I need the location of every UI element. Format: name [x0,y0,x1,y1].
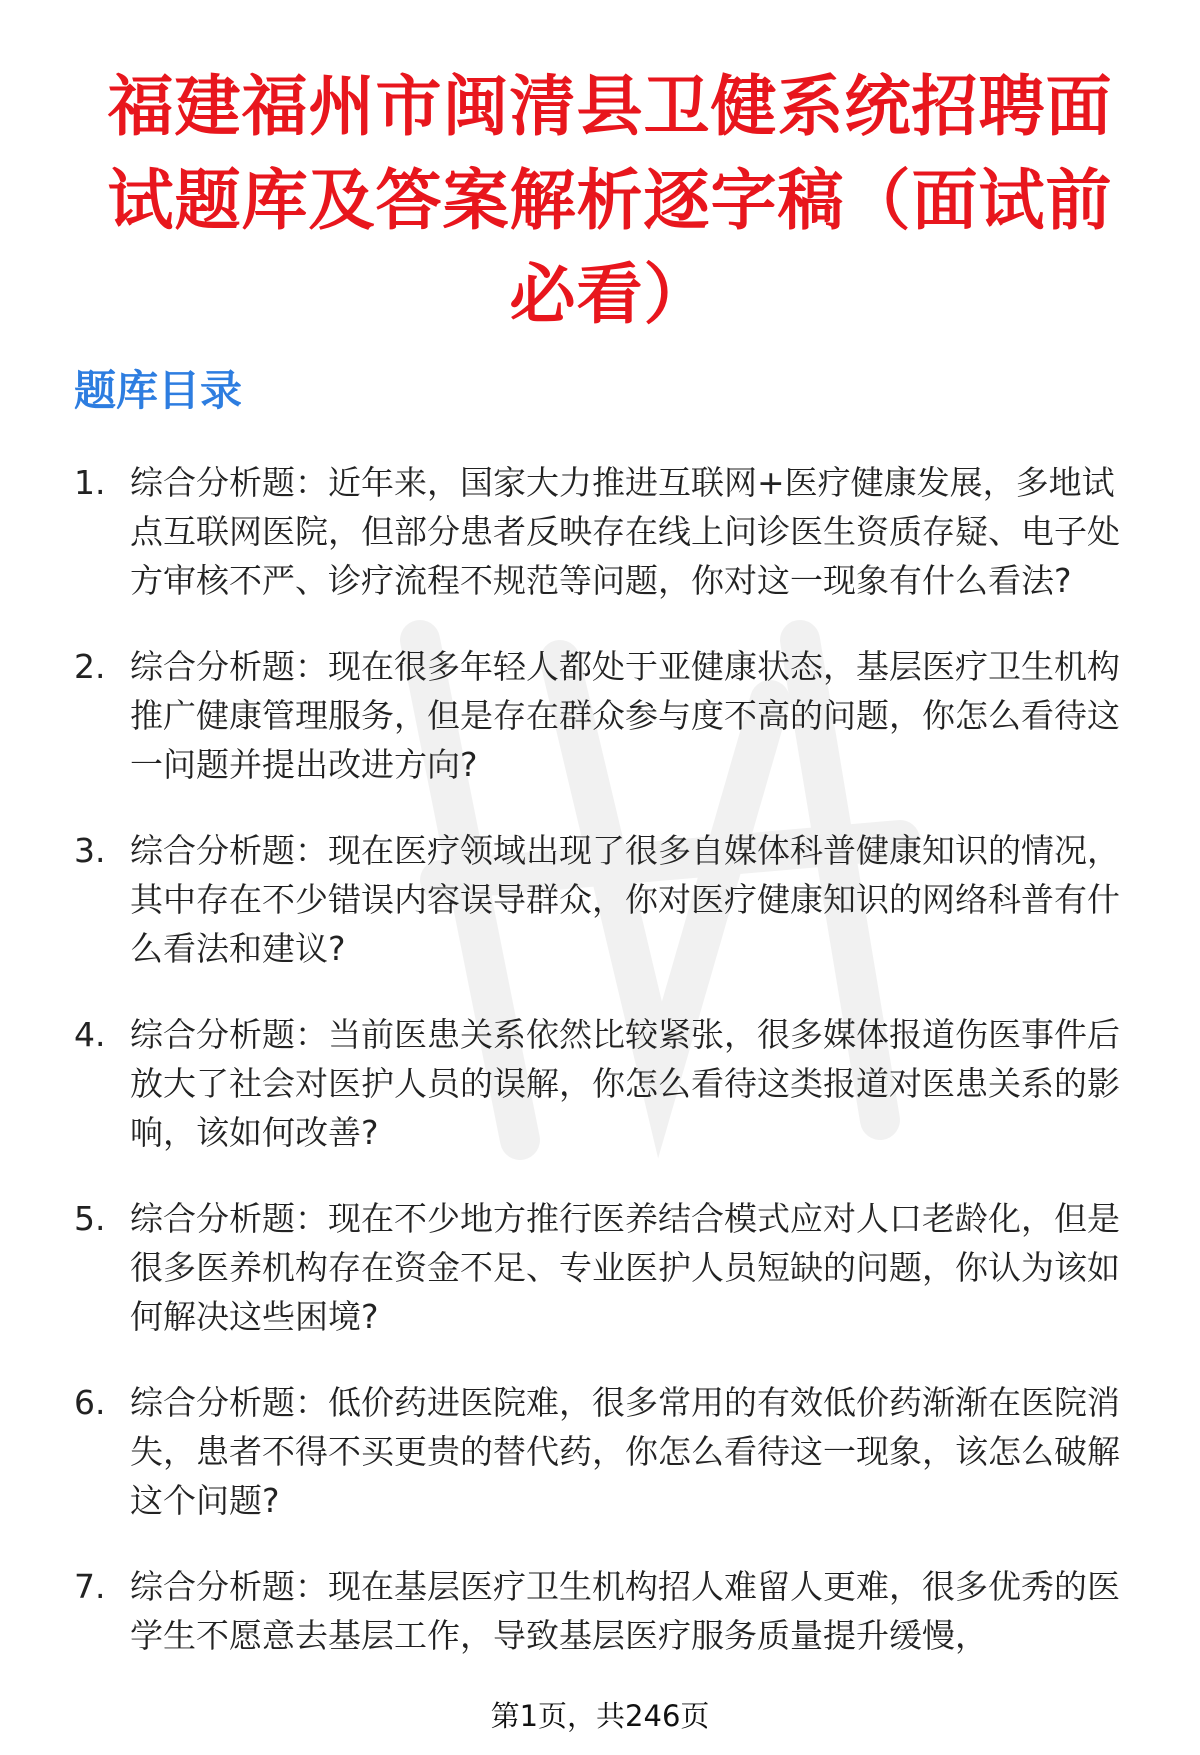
question-number: 4. [74,1015,106,1054]
question-list [70,458,1140,1697]
question-text: 综合分析题：当前医患关系依然比较紧张，很多媒体报道伤医事件后放大了社会对医护人员的误解，你怎么看待这类报道对医患关系的影响，该如何改善? [130,1015,1120,1152]
toc-heading: 题库目录 [74,366,243,415]
question-number: 6. [74,1383,106,1422]
page-footer: 第1页，共246页 [490,1699,710,1733]
question-item [70,458,1140,605]
question-text: 综合分析题：近年来，国家大力推进互联网+医疗健康发展，多地试点互联网医院，但部分患者反映存在线上问诊医生资质存疑、电子处方审核不严、诊疗流程不规范等问题，你对这一现象有什么看法? [130,463,1120,600]
question-number: 7. [74,1567,106,1606]
question-text: 综合分析题：现在医疗领域出现了很多自媒体科普健康知识的情况，其中存在不少错误内容误导群众，你对医疗健康知识的网络科普有什么看法和建议? [130,831,1120,968]
question-number: 1. [74,463,106,502]
question-item [70,1194,1140,1341]
question-item [70,1562,1140,1660]
question-number: 3. [74,831,106,870]
question-text: 综合分析题：低价药进医院难，很多常用的有效低价药渐渐在医院消失，患者不得不买更贵的替代药，你怎么看待这一现象，该怎么破解这个问题? [130,1383,1120,1520]
question-text: 综合分析题：现在不少地方推行医养结合模式应对人口老龄化，但是很多医养机构存在资金不足、专业医护人员短缺的问题，你认为该如何解决这些困境? [130,1199,1120,1336]
question-item [70,642,1140,789]
question-item [70,1010,1140,1157]
question-text: 综合分析题：现在很多年轻人都处于亚健康状态，基层医疗卫生机构推广健康管理服务，但是存在群众参与度不高的问题，你怎么看待这一问题并提出改进方向? [130,647,1120,784]
question-number: 2. [74,647,106,686]
question-number: 5. [74,1199,106,1238]
question-item [70,826,1140,973]
question-text: 综合分析题：现在基层医疗卫生机构招人难留人更难，很多优秀的医学生不愿意去基层工作，导致基层医疗服务质量提升缓慢， [130,1567,1120,1655]
document-title: 福建福州市闽清县卫健系统招聘面试题库及答案解析逐字稿（面试前必看） [107,68,1113,333]
question-item [70,1378,1140,1525]
